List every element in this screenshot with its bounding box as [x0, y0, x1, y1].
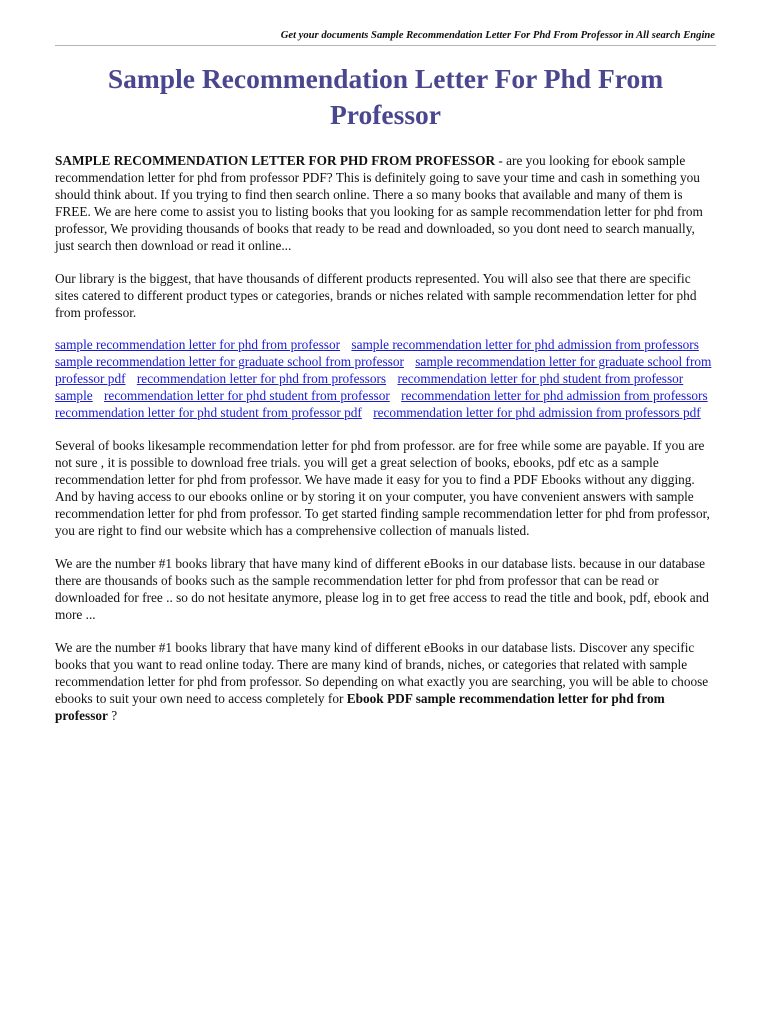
- page-header: Get your documents Sample Recommendation Letter For Phd From Professor in All search Engine: [280, 30, 715, 41]
- number-one-b-end: ?: [107, 708, 118, 723]
- related-links: [55, 336, 716, 421]
- page-title: Sample Recommendation Letter For Phd From Professor: [107, 63, 664, 130]
- related-link[interactable]: recommendation letter for phd admission from professors: [401, 388, 708, 403]
- header-divider: [55, 45, 716, 46]
- related-link[interactable]: recommendation letter for phd student from professor sample: [55, 371, 684, 403]
- number-one-paragraph-a: We are the number #1 books library that have many kind of different eBooks in our database lists. because in our database there are thousands of books such as the sample recommendation letter for phd from professor that can be read or downloaded for free .. so do not hesitate anymore, please log in to get free access to read the title and book, pdf, ebook and more ...: [55, 556, 709, 622]
- intro-paragraph: [55, 152, 716, 254]
- library-paragraph: Our library is the biggest, that have thousands of different products represented. You will also see that there are specific sites catered to different product types or categories, brands or niches related with sample recommendation letter for phd from professor.: [55, 271, 697, 320]
- ebook-pdf-bold: Ebook PDF sample recommendation letter for phd from professor: [55, 691, 665, 723]
- several-books-paragraph: Several of books likesample recommendation letter for phd from professor. are for free while some are payable. If you are not sure , it is possible to download free trials. you will get a great selection of books, ebooks, pdf etc as a sample recommendation letter for phd from professor. We have made it easy for you to find a PDF Ebooks without any digging. And by having access to our ebooks online or by storing it on your computer, you have convenient answers with sample recommendation letter for phd from professor. To get started finding sample recommendation letter for phd from professor, you are right to find our website which has a comprehensive collection of manuals listed.: [55, 438, 710, 538]
- number-one-b-text: We are the number #1 books library that have many kind of different eBooks in our database lists. Discover any specific books that you want to read online today. There are many kind of brands, niches, or categories that related with sample recommendation letter for phd from professor. So depending on what exactly you are searching, you will be able to choose ebooks to suit your own need to access completely for: [55, 640, 709, 706]
- related-link[interactable]: sample recommendation letter for phd from professor: [55, 337, 341, 352]
- related-link[interactable]: sample recommendation letter for phd admission from professors: [351, 337, 699, 352]
- related-link[interactable]: recommendation letter for phd from professors: [136, 371, 387, 386]
- related-link[interactable]: sample recommendation letter for graduate school from professor: [55, 354, 404, 369]
- document-page: [55, 28, 716, 724]
- related-link[interactable]: sample recommendation letter for graduate school from professor pdf: [55, 354, 712, 386]
- number-one-paragraph-b: [55, 639, 716, 724]
- related-link[interactable]: recommendation letter for phd student from professor pdf: [55, 405, 362, 420]
- intro-bold-lead: SAMPLE RECOMMENDATION LETTER FOR PHD FROM PROFESSOR: [55, 153, 496, 168]
- related-link[interactable]: recommendation letter for phd admission from professors pdf: [373, 405, 701, 420]
- related-link[interactable]: recommendation letter for phd student from professor: [104, 388, 390, 403]
- intro-text: - are you looking for ebook sample recommendation letter for phd from professor PDF? This is definitely going to save your time and cash in something you should think about. If you trying to find then search online. There a so many books that available and many of them is FREE. We are here come to assist you to listing books that you looking for as sample recommendation letter for phd from professor, We providing thousands of books that ready to be read and downloaded, so you dont need to search manually, just search then download or read it online...: [55, 153, 703, 253]
